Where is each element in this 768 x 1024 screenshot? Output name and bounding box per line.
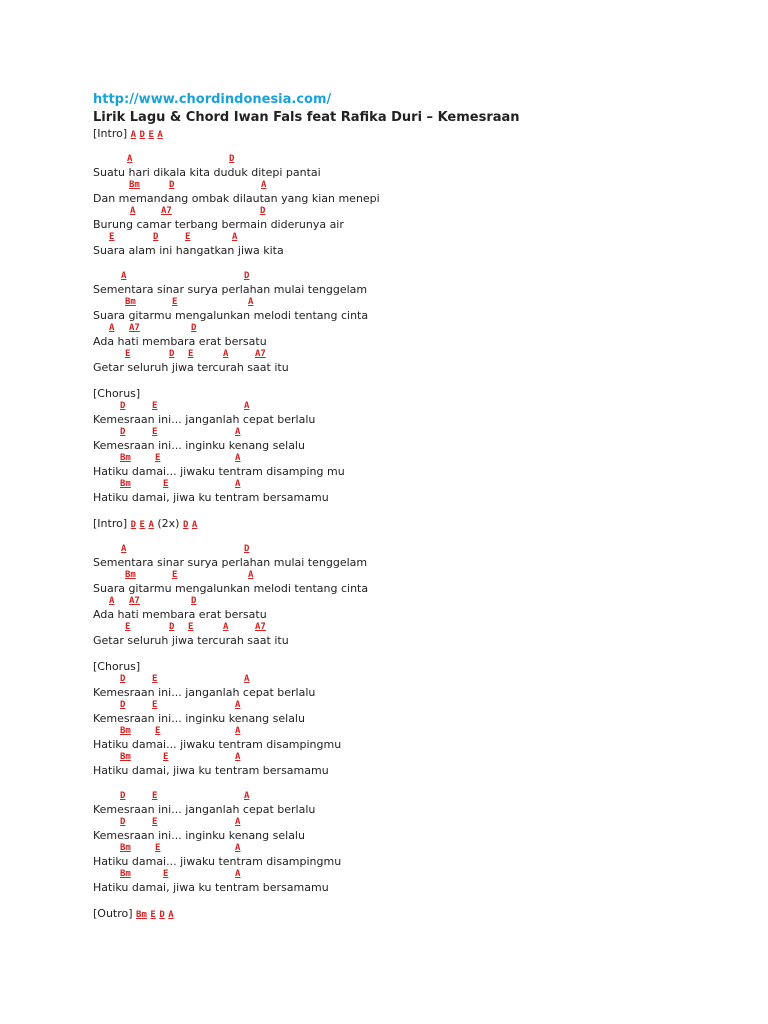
chord-a-link[interactable]: A (235, 817, 241, 827)
section-label-text: [Chorus] (93, 660, 141, 673)
chord-bm-link[interactable]: Bm (129, 180, 140, 190)
chord-d-link[interactable]: D (159, 910, 165, 920)
section-label-text: [Outro] (93, 907, 137, 920)
chord-d-link[interactable]: D (130, 520, 137, 530)
chord-e-link[interactable]: E (188, 622, 194, 632)
chord-line (93, 842, 733, 855)
blank-line (93, 777, 733, 790)
blank-line (93, 647, 733, 660)
lyric-line: Suatu hari dikala kita duduk ditepi pantai (93, 166, 321, 179)
chord-d-link[interactable]: D (120, 427, 126, 437)
chord-d-link[interactable]: D (182, 520, 189, 530)
chord-e-link[interactable]: E (172, 297, 178, 307)
lyric-line: Ada hati membara erat bersatu (93, 608, 267, 621)
chord-a-link[interactable]: A (244, 674, 250, 684)
lyric-line: Sementara sinar surya perlahan mulai tenggelam (93, 556, 368, 569)
chord-d-link[interactable]: D (244, 544, 250, 554)
chord-a-link[interactable]: A (109, 323, 115, 333)
chord-d-link[interactable]: D (191, 323, 197, 333)
chord-a-link[interactable]: A (244, 791, 250, 801)
chord-e-link[interactable]: E (163, 869, 169, 879)
chord-e-link[interactable]: E (155, 843, 161, 853)
chord-bm-link[interactable]: Bm (120, 843, 131, 853)
chord-a-link[interactable]: A (232, 232, 238, 242)
lyric-line: Kemesraan ini... janganlah cepat berlalu (93, 803, 316, 816)
section-label (93, 517, 733, 530)
chord-a7-link[interactable]: A7 (129, 323, 140, 333)
chord-a7-link[interactable]: A7 (161, 206, 172, 216)
chord-a-link[interactable]: A (235, 843, 241, 853)
chord-bm-link[interactable]: Bm (120, 752, 131, 762)
chord-sheet (93, 91, 733, 920)
lyric-line: Burung camar terbang bermain diderunya air (93, 218, 344, 231)
lyric-line: Suara gitarmu mengalunkan melodi tentang cinta (93, 309, 369, 322)
section-label (93, 387, 733, 400)
blank-line (93, 374, 733, 387)
chord-d-link[interactable]: D (191, 596, 197, 606)
chord-a7-link[interactable]: A7 (129, 596, 140, 606)
chord-e-link[interactable]: E (139, 520, 145, 530)
chord-line (93, 621, 733, 634)
chord-line (93, 400, 733, 413)
lyric-line: Suara alam ini hangatkan jiwa kita (93, 244, 284, 257)
chord-a7-link[interactable]: A7 (255, 622, 266, 632)
chord-line (93, 725, 733, 738)
chord-bm-link[interactable]: Bm (125, 570, 136, 580)
chord-a-link[interactable]: A (235, 700, 241, 710)
page-title: Lirik Lagu & Chord Iwan Fals feat Rafika Duri – Kemesraan (93, 110, 520, 125)
chord-a-link[interactable]: A (235, 453, 241, 463)
blank-line (93, 530, 733, 543)
chord-line (93, 868, 733, 881)
lyric-line: Kemesraan ini... janganlah cepat berlalu (93, 413, 316, 426)
chord-line (93, 452, 733, 465)
chord-a-link[interactable]: A (248, 570, 254, 580)
chord-e-link[interactable]: E (188, 349, 194, 359)
chord-e-link[interactable]: E (152, 427, 158, 437)
chord-line (93, 478, 733, 491)
chord-d-link[interactable]: D (120, 817, 126, 827)
chord-line (93, 179, 733, 192)
blank-line (93, 257, 733, 270)
chord-d-link[interactable]: D (169, 180, 175, 190)
chord-d-link[interactable]: D (120, 791, 126, 801)
section-label-text: [Intro] (93, 127, 131, 140)
chord-d-link[interactable]: D (169, 622, 175, 632)
chord-a-link[interactable]: A (235, 752, 241, 762)
chord-line (93, 569, 733, 582)
chord-a-link[interactable]: A (127, 154, 133, 164)
chord-line (93, 426, 733, 439)
lyric-line: Suara gitarmu mengalunkan melodi tentang cinta (93, 582, 369, 595)
chord-a-link[interactable]: A (191, 520, 198, 530)
chord-d-link[interactable]: D (120, 674, 126, 684)
chord-a7-link[interactable]: A7 (255, 349, 266, 359)
chord-line (93, 296, 733, 309)
chord-line (93, 153, 733, 166)
chord-a-link[interactable]: A (235, 479, 241, 489)
lyric-line: Hatiku damai... jiwaku tentram disampingmu (93, 738, 342, 751)
chord-a-link[interactable]: A (109, 596, 115, 606)
chord-a-link[interactable]: A (235, 427, 241, 437)
chord-d-link[interactable]: D (120, 401, 126, 411)
chord-line (93, 205, 733, 218)
chord-line (93, 673, 733, 686)
chord-d-link[interactable]: D (120, 700, 126, 710)
chord-a-link[interactable]: A (244, 401, 250, 411)
lyric-line: Kemesraan ini... inginku kenang selalu (93, 439, 305, 452)
chord-bm-link[interactable]: Bm (120, 869, 131, 879)
lyric-line: Hatiku damai, jiwa ku tentram bersamamu (93, 764, 329, 777)
lyric-line: Kemesraan ini... inginku kenang selalu (93, 829, 305, 842)
chord-line (93, 790, 733, 803)
chord-e-link[interactable]: E (109, 232, 115, 242)
chord-e-link[interactable]: E (152, 791, 158, 801)
chord-a-link[interactable]: A (168, 910, 174, 920)
chord-e-link[interactable]: E (185, 232, 191, 242)
chord-e-link[interactable]: E (172, 570, 178, 580)
lyric-line: Hatiku damai, jiwa ku tentram bersamamu (93, 881, 329, 894)
chord-a-link[interactable]: A (248, 297, 254, 307)
chord-e-link[interactable]: E (155, 453, 161, 463)
lyric-line: Kemesraan ini... janganlah cepat berlalu (93, 686, 316, 699)
chord-a-link[interactable]: A (121, 271, 127, 281)
section-label (93, 127, 733, 140)
chord-e-link[interactable]: E (152, 674, 158, 684)
lyric-line: Kemesraan ini... inginku kenang selalu (93, 712, 305, 725)
section-label-text: [Chorus] (93, 387, 141, 400)
blank-line (93, 894, 733, 907)
chord-a-link[interactable]: A (235, 869, 241, 879)
chord-d-link[interactable]: D (229, 154, 235, 164)
lyric-line: Hatiku damai... jiwaku tentram disampingmu (93, 855, 342, 868)
chord-line (93, 322, 733, 335)
source-link[interactable]: http://www.chordindonesia.com/ (93, 92, 332, 107)
section-label-text: [Intro] (93, 517, 131, 530)
chord-line (93, 816, 733, 829)
chord-a-link[interactable]: A (223, 349, 229, 359)
section-label (93, 660, 733, 673)
blank-line (93, 140, 733, 153)
chord-bm-link[interactable]: Bm (120, 479, 131, 489)
chord-e-link[interactable]: E (163, 479, 169, 489)
chord-d-link[interactable]: D (169, 349, 175, 359)
lyric-line: Getar seluruh jiwa tercurah saat itu (93, 634, 289, 647)
chord-a-link[interactable]: A (130, 206, 136, 216)
chord-a-link[interactable]: A (223, 622, 229, 632)
repeat-marker: (2x) (153, 517, 183, 530)
chord-d-link[interactable]: D (260, 206, 266, 216)
chord-d-link[interactable]: D (244, 271, 250, 281)
chord-line (93, 699, 733, 712)
lyric-line: Getar seluruh jiwa tercurah saat itu (93, 361, 289, 374)
chord-bm-link[interactable]: Bm (136, 910, 147, 920)
chord-bm-link[interactable]: Bm (120, 453, 131, 463)
chord-line (93, 348, 733, 361)
chord-a-link[interactable]: A (235, 726, 241, 736)
chord-e-link[interactable]: E (152, 700, 158, 710)
chord-d-link[interactable]: D (139, 130, 145, 140)
chord-e-link[interactable]: E (163, 752, 169, 762)
lyric-line: Sementara sinar surya perlahan mulai tenggelam (93, 283, 368, 296)
chord-e-link[interactable]: E (148, 130, 154, 140)
chord-a-link[interactable]: A (130, 130, 137, 140)
song-body (93, 127, 733, 920)
chord-bm-link[interactable]: Bm (120, 726, 131, 736)
chord-e-link[interactable]: E (152, 401, 158, 411)
chord-e-link[interactable]: E (152, 817, 158, 827)
chord-e-link[interactable]: E (150, 910, 156, 920)
lyric-line: Dan memandang ombak dilautan yang kian menepi (93, 192, 380, 205)
chord-e-link[interactable]: E (125, 622, 131, 632)
blank-line (93, 504, 733, 517)
chord-a-link[interactable]: A (148, 520, 154, 530)
chord-d-link[interactable]: D (153, 232, 159, 242)
chord-line (93, 751, 733, 764)
section-label (93, 907, 733, 920)
chord-a-link[interactable]: A (261, 180, 267, 190)
chord-a-link[interactable]: A (121, 544, 127, 554)
chord-line (93, 595, 733, 608)
chord-line (93, 231, 733, 244)
chord-line (93, 543, 733, 556)
lyric-line: Hatiku damai... jiwaku tentram disamping mu (93, 465, 345, 478)
lyric-line: Ada hati membara erat bersatu (93, 335, 267, 348)
chord-e-link[interactable]: E (155, 726, 161, 736)
chord-bm-link[interactable]: Bm (125, 297, 136, 307)
lyric-line: Hatiku damai, jiwa ku tentram bersamamu (93, 491, 329, 504)
chord-e-link[interactable]: E (125, 349, 131, 359)
chord-line (93, 270, 733, 283)
chord-a-link[interactable]: A (157, 130, 163, 140)
